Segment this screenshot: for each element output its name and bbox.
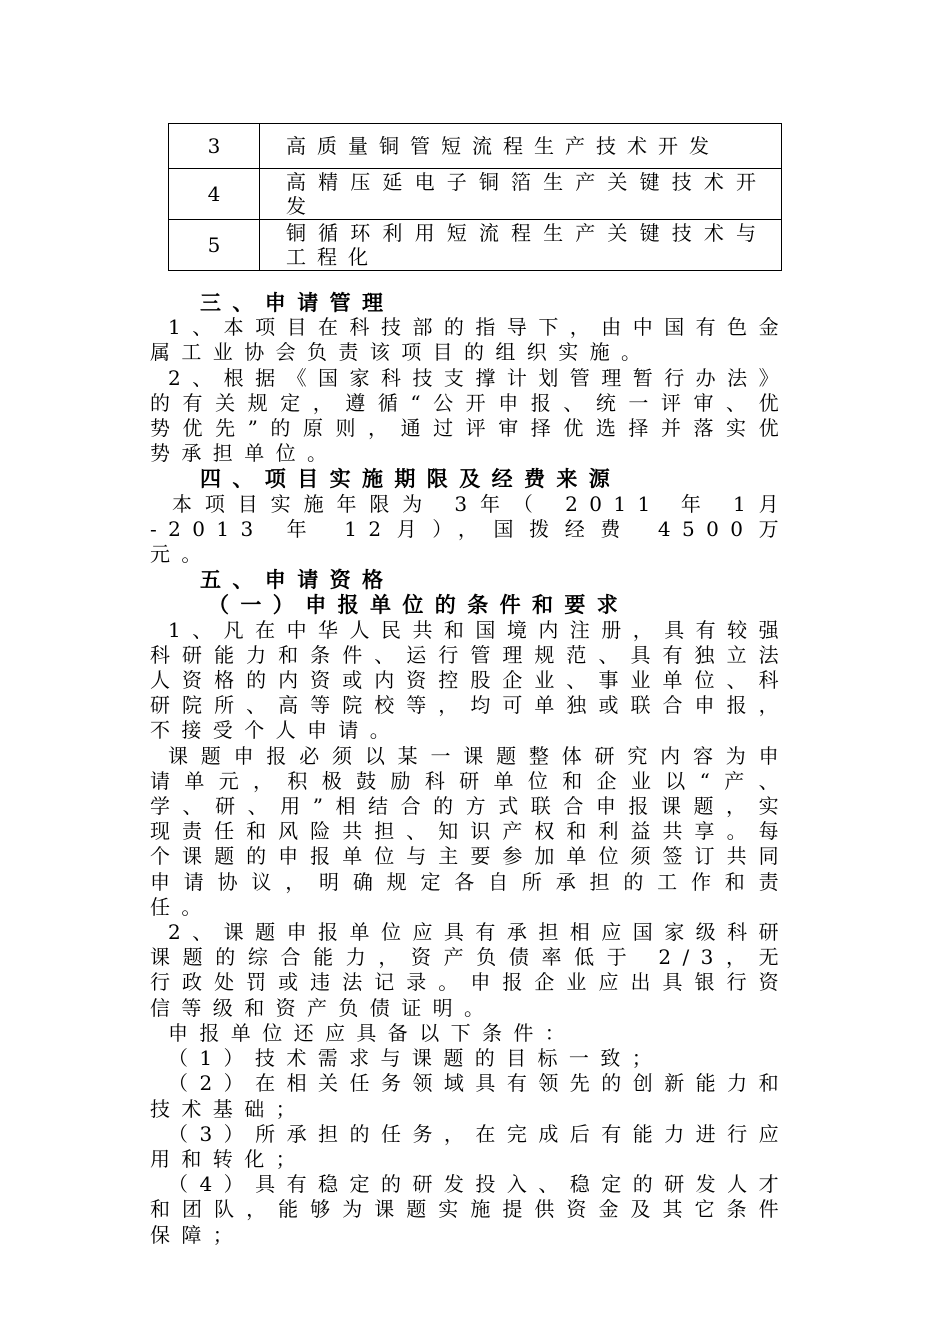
table-row (169, 169, 782, 220)
condition-item: （4）具有稳定的研发投入、稳定的研发人才和团队，能够为课题实施提供资金及其它条件保障； (150, 1172, 790, 1247)
condition-item: （3）所承担的任务，在完成后有能力进行应用和转化； (150, 1121, 790, 1171)
row-topic-name: 高质量铜管短流程生产技术开发 (260, 124, 782, 169)
paragraph: 2、课题申报单位应具有承担相应国家级科研课题的综合能力，资产负债率低于 2/3，无行政处罚或违法记录。申报企业应出具银行资信等级和资产负债证明。 (150, 920, 790, 1020)
row-number: 4 (169, 169, 260, 220)
condition-item: （1）技术需求与课题的目标一致； (168, 1046, 664, 1071)
row-topic-name: 铜循环利用短流程生产关键技术与工程化 (260, 220, 782, 271)
paragraph: 本项目实施年限为 3年（ 2011 年 1月 -2013 年 12月），国拨经费 4500万元。 (150, 491, 790, 567)
section-5-subheading: （一）申报单位的条件和要求 (208, 592, 630, 618)
row-topic-name: 高精压延电子铜箔生产关键技术开发 (260, 169, 782, 220)
section-3-heading: 三、申请管理 (200, 290, 395, 315)
body-text (150, 290, 790, 1248)
table-row (169, 220, 782, 271)
paragraph: 2、根据《国家科技支撑计划管理暂行办法》的有关规定，遵循“公开申报、统一评审、优势优先”的原则，通过评审择优选择并落实优势承担单位。 (150, 365, 790, 466)
paragraph: 课题申报必须以某一课题整体研究内容为申请单元，积极鼓励科研单位和企业以“产、学、研、用”相结合的方式联合申报课题，实现责任和风险共担、知识产权和利益共享。每个课题的申报单位与主要参加单位须签订共同申请协议，明确规定各自所承担的工作和责任。 (150, 743, 790, 919)
table-row (169, 124, 782, 169)
row-number: 3 (169, 124, 260, 169)
section-4-heading: 四、项目实施期限及经费来源 (200, 466, 622, 492)
paragraph: 申报单位还应具备以下条件： (168, 1020, 577, 1045)
paragraph: 1、本项目在科技部的指导下，由中国有色金属工业协会负责该项目的组织实施。 (150, 315, 790, 365)
row-number: 5 (169, 220, 260, 271)
section-5-heading: 五、申请资格 (200, 567, 395, 593)
condition-item: （2）在相关任务领域具有领先的创新能力和技术基础； (150, 1071, 790, 1121)
paragraph: 1、凡在中华人民共和国境内注册，具有较强科研能力和条件、运行管理规范、具有独立法人资格的内资或内资控股企业、事业单位、科研院所、高等院校等，均可单独或联合申报，不接受个人申请。 (150, 617, 790, 743)
topics-table (168, 123, 782, 271)
